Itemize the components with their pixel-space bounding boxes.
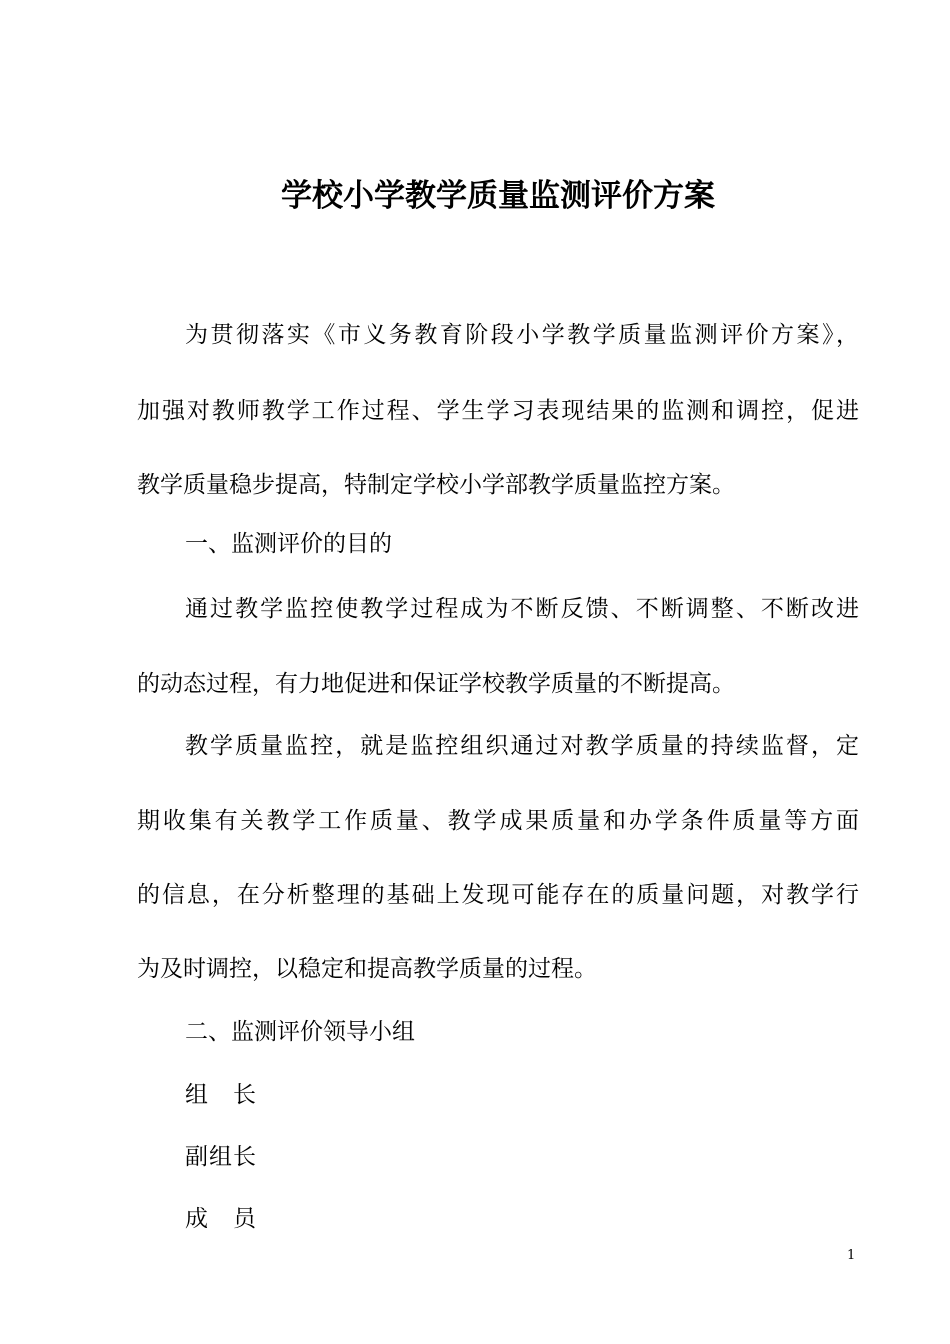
deputy-leader-label: 副组长 bbox=[185, 1144, 257, 1170]
section-1-p2-line-1: 教学质量监控，就是监控组织通过对教学质量的持续监督，定 bbox=[185, 733, 859, 759]
intro-line-3: 教学质量稳步提高，特制定学校小学部教学质量监控方案。 bbox=[137, 472, 735, 498]
page-number: 1 bbox=[847, 1248, 856, 1263]
section-1-p2-line-2: 期收集有关教学工作质量、教学成果质量和办学条件质量等方面 bbox=[137, 808, 859, 834]
section-1-heading: 一、监测评价的目的 bbox=[185, 531, 392, 557]
group-leader-label: 组 长 bbox=[185, 1082, 257, 1108]
section-1-p1-line-2: 的动态过程，有力地促进和保证学校教学质量的不断提高。 bbox=[137, 671, 735, 697]
section-2-heading: 二、监测评价领导小组 bbox=[185, 1019, 415, 1045]
document-title: 学校小学教学质量监测评价方案 bbox=[281, 178, 715, 214]
intro-line-2: 加强对教师教学工作过程、学生学习表现结果的监测和调控，促进 bbox=[137, 398, 859, 424]
section-1-p1-line-1: 通过教学监控使教学过程成为不断反馈、不断调整、不断改进 bbox=[185, 596, 859, 622]
members-label: 成 员 bbox=[185, 1206, 257, 1232]
section-1-p2-line-3: 的信息，在分析整理的基础上发现可能存在的质量问题，对教学行 bbox=[137, 882, 859, 908]
intro-line-1: 为贯彻落实《市义务教育阶段小学教学质量监测评价方案》， bbox=[185, 322, 859, 348]
section-1-p2-line-4: 为及时调控，以稳定和提高教学质量的过程。 bbox=[137, 956, 597, 982]
